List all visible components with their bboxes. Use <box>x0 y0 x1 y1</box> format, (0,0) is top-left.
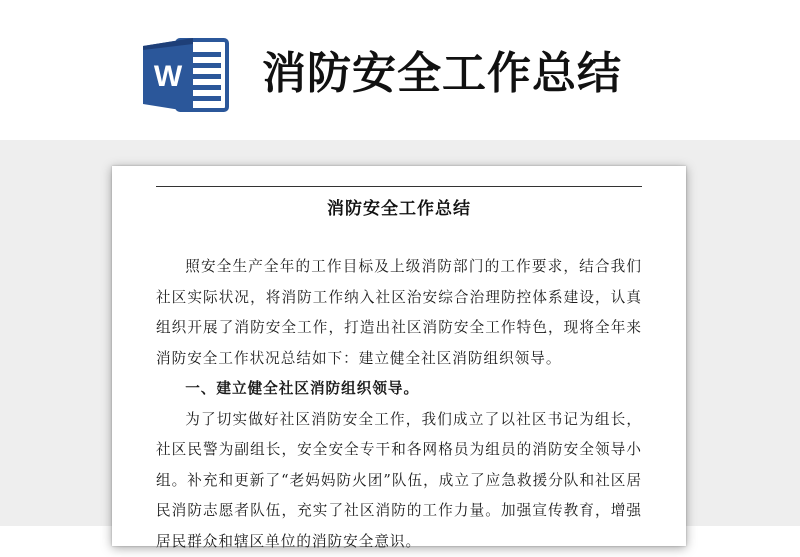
banner-title: 消防安全工作总结 <box>262 52 622 96</box>
document-body <box>156 252 642 557</box>
word-icon <box>141 34 233 116</box>
document-title: 消防安全工作总结 <box>112 194 686 219</box>
header-rule <box>156 186 642 187</box>
document-page <box>112 166 686 546</box>
paragraph-intro: 照安全生产全年的工作目标及上级消防部门的工作要求，结合我们社区实际状况，将消防工作纳入社区治安综合治理防控体系建设，认真组织开展了消防安全工作，打造出社区消防安全工作特色，现将全年来消防安全工作状况总结如下：建立健全社区消防组织领导。 <box>156 252 642 374</box>
paragraph-body: 为了切实做好社区消防安全工作，我们成立了以社区书记为组长，社区民警为副组长，安全安全专干和各网格员为组员的消防安全领导小组。补充和更新了“老妈妈防火团”队伍，成立了应急救援分队和社区居民消防志愿者队伍，充实了社区消防的工作力量。加强宣传教育，增强居民群众和辖区单位的消防安全意识。 <box>156 405 642 557</box>
word-logo-letter: W <box>154 60 183 93</box>
banner <box>0 0 800 140</box>
section-heading: 一、建立健全社区消防组织领导。 <box>156 374 642 405</box>
